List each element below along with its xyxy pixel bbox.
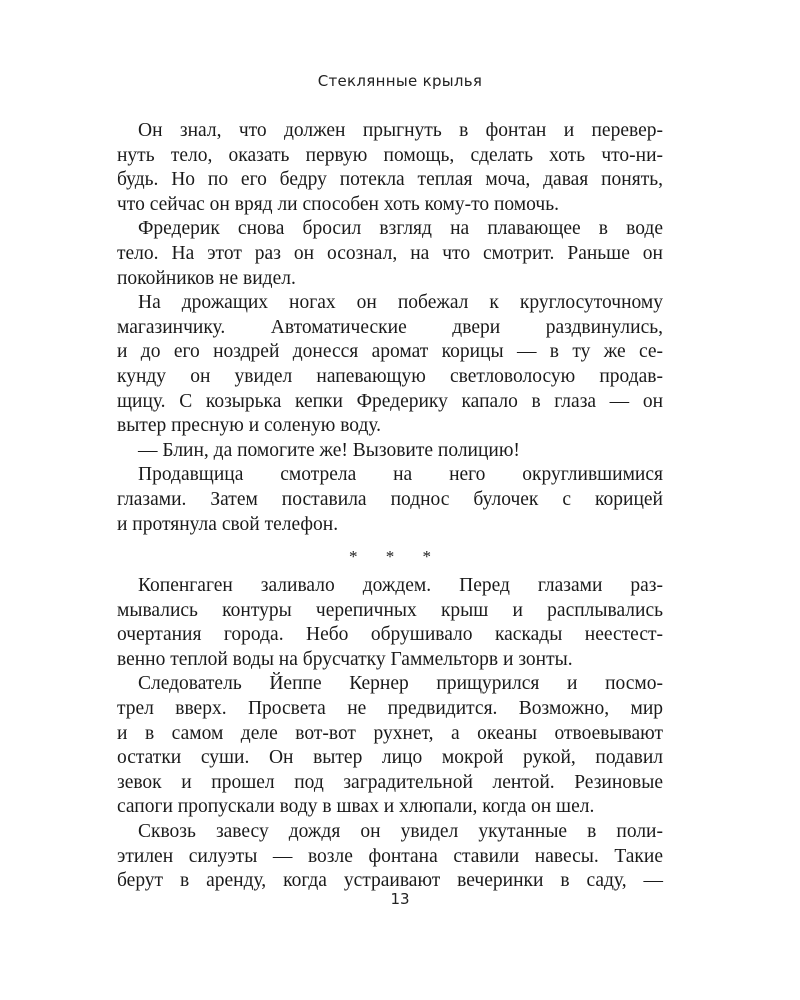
text-line: Он знал, что должен прыгнуть в фонтан и перевер- <box>138 120 663 141</box>
text-line: глазами. Затем поставила поднос булочек с корицей <box>117 488 663 510</box>
running-header: Стеклянные крылья <box>317 72 483 90</box>
text-line: венно теплой воды на брусчатку Гаммельторв и зонты. <box>117 648 573 670</box>
text-section <box>117 574 663 894</box>
page-number: 13 <box>390 890 410 908</box>
text-line: этилен силуэты — возле фонтана ставили навесы. Такие <box>117 845 663 867</box>
text-line: сапоги пропускали воду в швах и хлюпали, когда он шел. <box>117 796 595 818</box>
text-line: вытер пресную и соленую воду. <box>117 415 382 437</box>
text-line: остатки суши. Он вытер лицо мокрой рукой, подавил <box>117 747 663 769</box>
text-line: и до его ноздрей донесся аромат корицы — в ту же се- <box>117 341 663 363</box>
text-line: — Блин, да помогите же! Вызовите полицию! <box>138 439 520 461</box>
paragraph <box>117 672 663 820</box>
text-line: На дрожащих ногах он побежал к круглосуточному <box>138 292 663 314</box>
text-line: щицу. С козырька кепки Фредерику капало в глаза — он <box>117 390 663 412</box>
text-line: что сейчас он вряд ли способен хоть кому-то помочь. <box>117 193 559 215</box>
text-line: будь. Но по его бедру потекла теплая моча, давая понять, <box>117 169 663 191</box>
text-line: трел вверх. Просвета не предвидится. Возможно, мир <box>117 698 663 720</box>
text-line: магазинчику. Автоматические двери раздвинулись, <box>117 316 663 338</box>
paragraph <box>117 119 663 217</box>
text-line: и протянула свой телефон. <box>117 513 339 535</box>
text-line: Следователь Йеппе Кернер прищурился и посмо- <box>138 673 663 695</box>
text-line: Сквозь завесу дождя он увидел укутанные в поли- <box>138 821 663 843</box>
text-line: тело. На этот раз он осознал, на что смотрит. Раньше он <box>117 242 663 264</box>
paragraph <box>117 820 663 894</box>
paragraph <box>117 463 663 537</box>
scene-separator: * * * <box>349 547 443 567</box>
text-line: кунду он увидел напевающую светловолосую продав- <box>117 365 663 387</box>
paragraph <box>117 574 663 672</box>
text-line: покойников не видел. <box>117 267 296 289</box>
text-line: берут в аренду, когда устраивают вечеринки в саду, — <box>117 870 663 892</box>
text-line: и в самом деле вот-вот рухнет, а океаны отвоевывают <box>117 722 663 744</box>
paragraph <box>117 217 663 291</box>
text-line: Фредерик снова бросил взгляд на плавающее в воде <box>138 218 663 240</box>
text-line: Копенгаген заливало дождем. Перед глазами раз- <box>138 575 663 597</box>
text-line: мывались контуры черепичных крыш и расплывались <box>117 599 663 621</box>
text-line: очертания города. Небо обрушивало каскады неестест- <box>117 624 663 646</box>
paragraph <box>117 439 663 464</box>
text-line: зевок и прошел под заградительной лентой. Резиновые <box>117 771 663 793</box>
paragraph <box>117 291 663 439</box>
body-text <box>117 119 663 894</box>
text-line: Продавщица смотрела на него округлившимися <box>138 464 663 486</box>
text-line: нуть тело, оказать первую помощь, сделать хоть что-ни- <box>117 144 663 166</box>
text-section <box>117 119 663 537</box>
